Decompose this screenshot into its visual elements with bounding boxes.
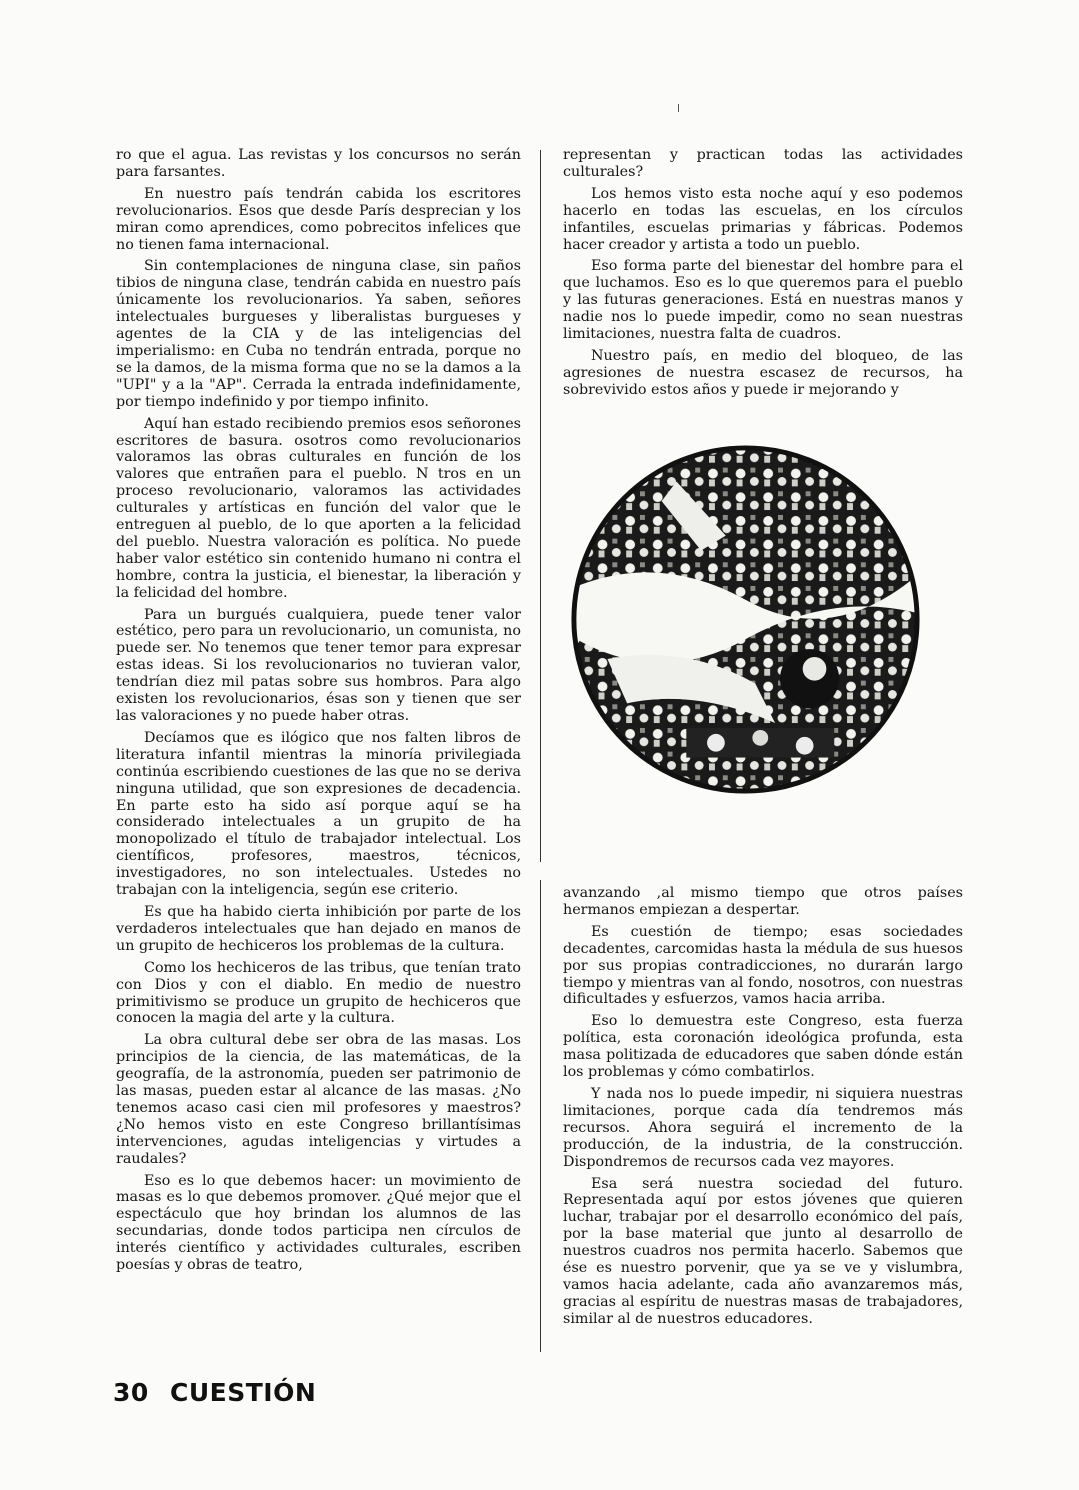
page-number: 30: [113, 1378, 149, 1407]
print-speck: [678, 104, 679, 112]
paragraph: ro que el agua. Las revistas y los concursos no serán para farsantes.: [116, 147, 521, 180]
paragraph: Sin contemplaciones de ninguna clase, sin paños tibios de ninguna clase, tendrán cabida en nuestro país únicamente los revolucionarios. Ya saben, señores intelectuales burgueses y liberalistas burgueses y agentes de la CIA y de las inteligencias del imperialismo: en Cuba no tendrán entrada, porque no se la damos, de la misma forma que no se la damos a la "UPI" y a la "AP". Cerrada la entrada indefinidamente, por tiempo indefinido y por tiempo infinito.: [116, 258, 521, 410]
paragraph: Como los hechiceros de las tribus, que tenían trato con Dios y con el diablo. En medio de nuestro primitivismo se produce un grupito de hechiceros que conocen la magia del arte y la cultura.: [116, 959, 521, 1027]
paragraph: La obra cultural debe ser obra de las masas. Los principios de la ciencia, de las matemáticas, de la geografía, de la astronomía, pueden ser patrimonio de las masas, pueden estar al alcance de las masas. ¿No tenemos acaso casi cien mil profesores y maestros? ¿No hemos visto en este Congreso brillantísimas intervenciones, agudas inteligencias y virtudes a raudales?: [116, 1032, 521, 1167]
paragraph: Decíamos que es ilógico que nos falten libros de literatura infantil mientras la minoría privilegiada continúa escribiendo cuestiones de las que no se deriva ninguna utilidad, que son expresiones de decadencia. En parte esto ha sido así porque aquí se ha considerado intelectuales a un grupito de ha monopolizado el título de trabajador intelectual. Los científicos, profesores, maestros, técnicos, investigadores, no son intelectuales. Ustedes no trabajan con la inteligencia, según ese criterio.: [116, 729, 521, 899]
paragraph: Es cuestión de tiempo; esas sociedades decadentes, carcomidas hasta la médula de sus huesos por sus propias contradicciones, no durarán largo tiempo y mientras van al fondo, nosotros, con nuestras dificultades y esfuerzos, vamos hacia arriba.: [563, 923, 963, 1008]
paragraph: Es que ha habido cierta inhibición por parte de los verdaderos intelectuales que han dejado en manos de un grupito de hechiceros los problemas de la cultura.: [116, 903, 521, 954]
paragraph: Esa será nuestra sociedad del futuro. Representada aquí por estos jóvenes que quieren luchar, trabajar por el desarrollo económico del país, por la base material que junto al desarrollo de nuestros cuadros nos permita hacerlo. Sabemos que ése es nuestro porvenir, que ya se ve y vislumbra, vamos hacia adelante, cada año avanzaremos más, gracias al espíritu de nuestras masas de trabajadores, similar al de nuestros educadores.: [563, 1175, 963, 1327]
paragraph: representan y practican todas las actividades culturales?: [563, 147, 963, 180]
paragraph: Eso es lo que debemos hacer: un movimiento de masas es lo que debemos promover. ¿Qué mejor que el espectáculo que hoy brindan los alumnos de las secundarias, donde todos participa nen círculos de interés científico y actividades culturales, escriben poesías y obras de teatro,: [116, 1172, 521, 1274]
left-column: [116, 147, 521, 1279]
column-divider: [540, 150, 541, 862]
crowd-photo-medallion-icon: [568, 442, 923, 797]
paragraph: En nuestro país tendrán cabida los escritores revolucionarios. Esos que desde París desprecian y los miran como aprendices, como pobrecitos infelices que no tienen fama internacional.: [116, 185, 521, 253]
magazine-title: CUESTIÓN: [170, 1378, 317, 1407]
paragraph: Eso forma parte del bienestar del hombre para el que luchamos. Eso es lo que queremos para el pueblo y las futuras generaciones. Está en nuestras manos y nadie nos lo puede impedir, como no sean nuestras limitaciones, nuestra falta de cuadros.: [563, 258, 963, 343]
column-divider: [540, 880, 541, 1352]
paragraph: Para un burgués cualquiera, puede tener valor estético, pero para un revolucionario, un comunista, no puede ser. No tenemos que tener temor para expresar estas ideas. Si los revolucionarios no tuvieran valor, tendrían diez mil patas sobre sus hombros. Para algo existen los revolucionarios, ésas son y tienen que ser las valoraciones y no puede haber otras.: [116, 606, 521, 724]
paragraph: Y nada nos lo puede impedir, ni siquiera nuestras limitaciones, porque cada día tendremos más recursos. Ahora seguirá el incremento de la producción, de la industria, de la construcción. Dispondremos de recursos cada vez mayores.: [563, 1085, 963, 1170]
paragraph: Aquí han estado recibiendo premios esos señorones escritores de basura. osotros como revolucionarios valoramos las obras culturales en función de los valores que entrañen para el pueblo. N tros en un proceso revolucionario, valoramos las actividades culturales y artísticas en función del valor que le entreguen al pueblo, de lo que aporten a la felicidad del pueblo. Nuestra valoración es política. No puede haber valor estético sin contenido humano ni contra el hombre, contra la justicia, el bienestar, la liberación y la felicidad del hombre.: [116, 415, 521, 601]
right-column-bottom: [563, 885, 963, 1333]
page-footer: [113, 1378, 316, 1407]
right-column-top: [563, 147, 963, 404]
paragraph: Eso lo demuestra este Congreso, esta fuerza política, esta coronación ideológica profunda, esta masa politizada de educadores que saben dónde están los problemas y cómo combatirlos.: [563, 1013, 963, 1081]
paragraph: Los hemos visto esta noche aquí y eso podemos hacerlo en todas las escuelas, en los círculos infantiles, escuelas primarias y fábricas. Podemos hacer creador y artista a todo un pueblo.: [563, 185, 963, 253]
paragraph: Nuestro país, en medio del bloqueo, de las agresiones de nuestra escasez de recursos, ha sobrevivido estos años y puede ir mejorando y: [563, 347, 963, 398]
paragraph: avanzando ,al mismo tiempo que otros países hermanos empiezan a despertar.: [563, 885, 963, 918]
